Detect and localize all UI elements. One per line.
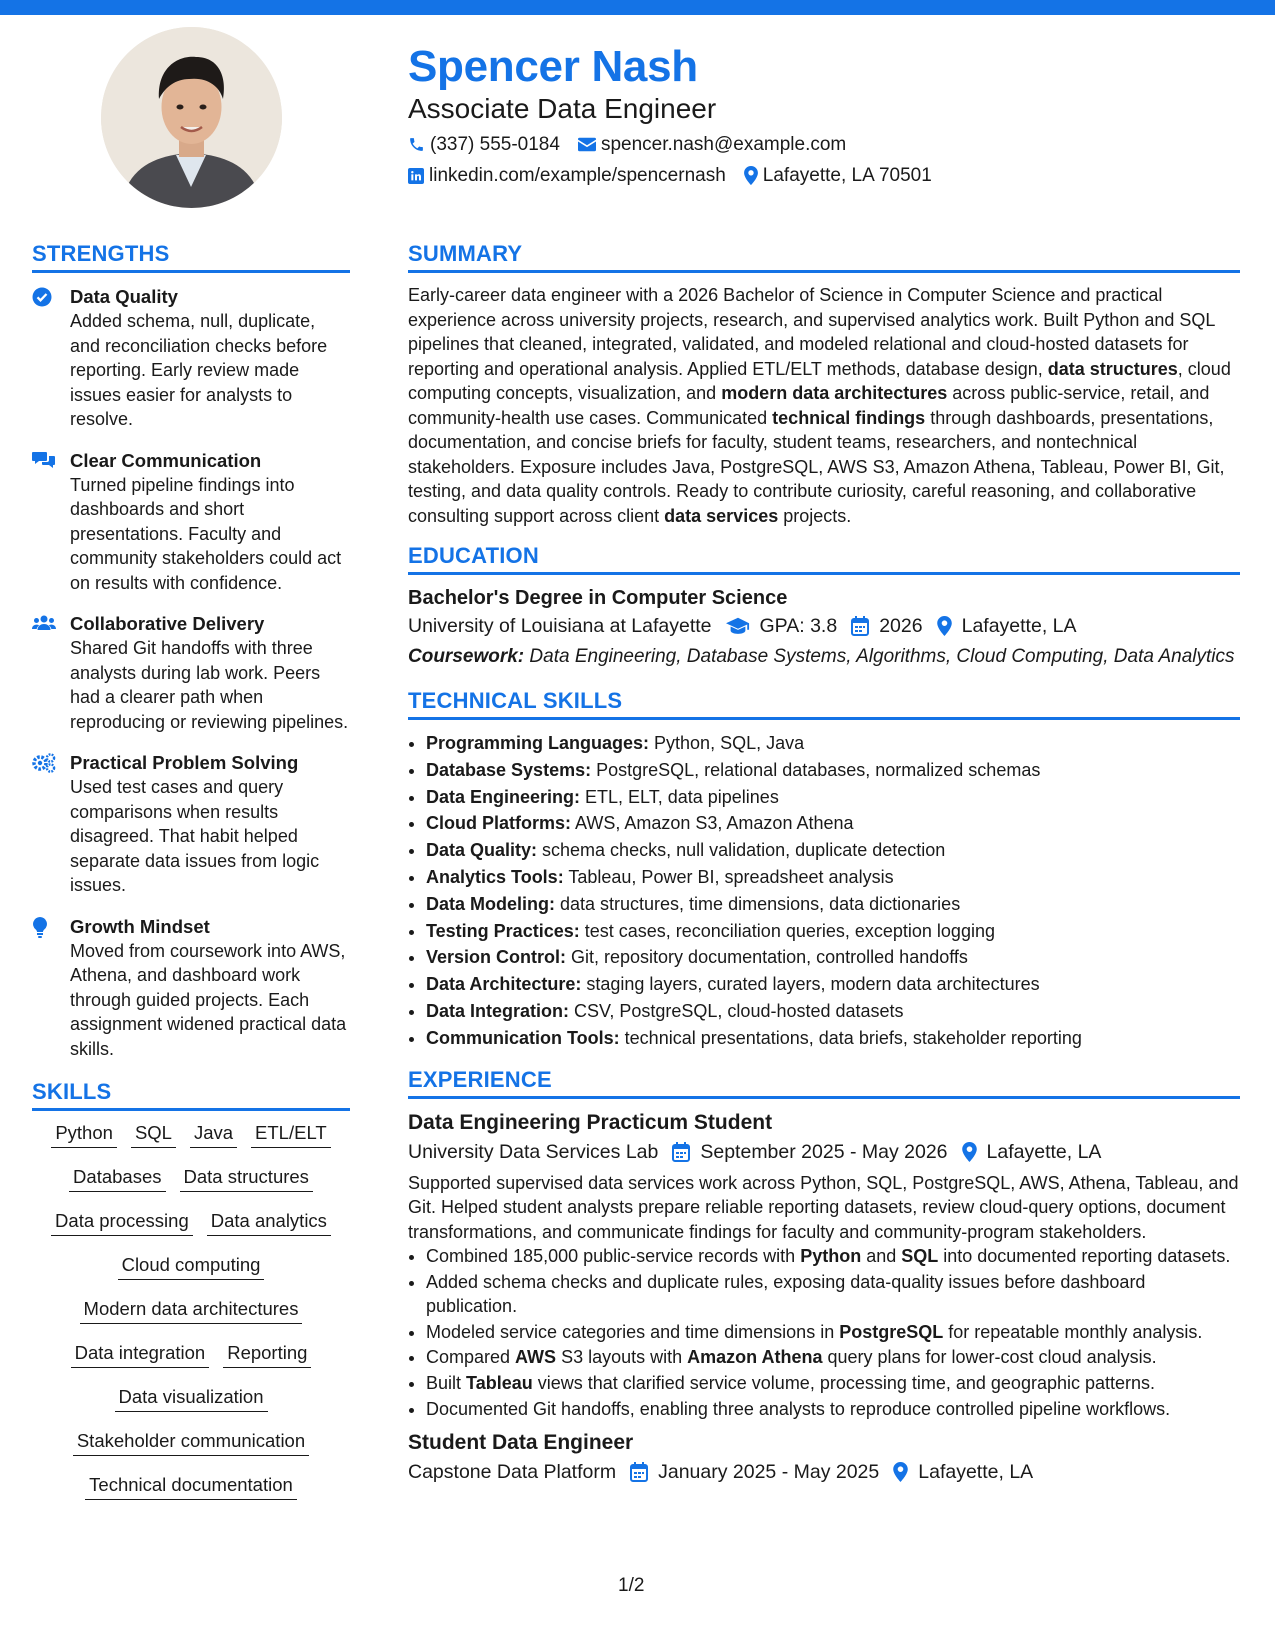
organization: University Data Services Lab bbox=[408, 1140, 659, 1163]
skill-tag: Python bbox=[51, 1121, 117, 1148]
gpa bbox=[726, 611, 838, 641]
strength-description: Moved from coursework into AWS, Athena, and dashboard work through guided projects. Each assignment widened practical data skills. bbox=[70, 940, 347, 1059]
skill-tag: Reporting bbox=[223, 1341, 311, 1368]
job-dates-text: September 2025 - May 2026 bbox=[700, 1140, 948, 1163]
skill-tag: Data integration bbox=[71, 1341, 210, 1368]
summary-text bbox=[408, 283, 1240, 528]
skills-list bbox=[32, 1121, 350, 1500]
strength-description: Turned pipeline findings into dashboards and short presentations. Faculty and community stakeholders could act on results with confidence. bbox=[70, 474, 342, 593]
school-location-text: Lafayette, LA bbox=[961, 615, 1077, 637]
job-dates bbox=[630, 1457, 879, 1487]
technical-skill-value: Tableau, Power BI, spreadsheet analysis bbox=[563, 866, 894, 887]
technical-skill-label: Data Modeling: bbox=[426, 893, 555, 914]
degree-title: Bachelor's Degree in Computer Science bbox=[408, 587, 788, 609]
skill-tag: Technical documentation bbox=[85, 1473, 297, 1500]
job-bullet bbox=[426, 1270, 1240, 1319]
text-run: Built bbox=[426, 1373, 467, 1394]
job-location-text: Lafayette, LA bbox=[918, 1461, 1034, 1484]
technical-skills-heading: TECHNICAL SKILLS bbox=[408, 687, 1240, 720]
skill-row bbox=[32, 1341, 350, 1368]
technical-skills-list bbox=[408, 730, 1240, 1052]
strength-title: Practical Problem Solving bbox=[70, 752, 299, 773]
technical-skill-value: Git, repository documentation, controlled handoffs bbox=[566, 947, 968, 968]
job-description: Supported supervised data services work across Python, SQL, PostgreSQL, AWS, Athena, Tableau, and Git. Helped student analysts prepare reliable reporting datasets, review cloud-query options, document transformations, and communicate findings for faculty and community-program stakeholders. bbox=[408, 1172, 1239, 1242]
technical-skill-item bbox=[426, 784, 1240, 811]
skill-row bbox=[32, 1297, 350, 1324]
graduation-year bbox=[851, 611, 922, 641]
skills-heading: SKILLS bbox=[32, 1078, 350, 1111]
skill-row bbox=[32, 1121, 350, 1148]
text-run: Modeled service categories and time dimensions in bbox=[426, 1321, 840, 1342]
technical-skill-label: Database Systems: bbox=[426, 759, 592, 780]
job-location-text: Lafayette, LA bbox=[986, 1140, 1102, 1163]
technical-skill-value: technical presentations, data briefs, stakeholder reporting bbox=[619, 1027, 1082, 1048]
technical-skill-item bbox=[426, 998, 1240, 1025]
calendar-icon bbox=[672, 1142, 690, 1162]
strength-title: Collaborative Delivery bbox=[70, 613, 265, 634]
email-address[interactable]: spencer.nash@example.com bbox=[600, 134, 847, 155]
map-pin-icon bbox=[962, 1142, 977, 1162]
linkedin-url[interactable]: linkedin.com/example/spencernash bbox=[429, 165, 726, 186]
skill-row bbox=[32, 1165, 350, 1192]
technical-skill-value: CSV, PostgreSQL, cloud-hosted datasets bbox=[569, 1000, 904, 1021]
technical-skill-label: Communication Tools: bbox=[426, 1027, 620, 1048]
technical-skill-label: Testing Practices: bbox=[426, 920, 580, 941]
skill-tag: Data visualization bbox=[115, 1385, 268, 1412]
bold-keyword: PostgreSQL bbox=[839, 1321, 944, 1342]
technical-skill-label: Data Engineering: bbox=[426, 786, 581, 807]
text-run: and bbox=[861, 1246, 902, 1267]
skill-tag: Databases bbox=[69, 1165, 165, 1192]
page-number: 1/2 bbox=[618, 1575, 645, 1596]
strength-title: Clear Communication bbox=[70, 449, 262, 471]
strength-item bbox=[32, 285, 350, 432]
strength-item bbox=[32, 915, 350, 1062]
strength-item bbox=[32, 449, 350, 596]
school-location bbox=[937, 611, 1077, 641]
location-contact bbox=[744, 163, 932, 188]
bold-keyword: data structures bbox=[1047, 358, 1178, 379]
job-bullet bbox=[426, 1345, 1240, 1370]
skill-row bbox=[32, 1385, 350, 1412]
job-meta bbox=[408, 1457, 1240, 1487]
strength-title: Data Quality bbox=[70, 286, 178, 307]
bold-keyword: technical findings bbox=[772, 407, 926, 428]
strengths-list bbox=[32, 285, 350, 1061]
technical-skill-value: schema checks, null validation, duplicate detection bbox=[537, 840, 946, 861]
text-run: Documented Git handoffs, enabling three analysts to reproduce controlled pipeline workflows. bbox=[426, 1398, 1171, 1419]
skill-row bbox=[32, 1253, 350, 1280]
technical-skill-label: Data Quality: bbox=[426, 840, 538, 861]
technical-skill-value: test cases, reconciliation queries, exception logging bbox=[579, 920, 995, 941]
technical-skill-item bbox=[426, 730, 1240, 757]
technical-skill-label: Data Architecture: bbox=[426, 974, 582, 995]
technical-skill-value: Python, SQL, Java bbox=[649, 733, 805, 753]
technical-skill-item bbox=[426, 864, 1240, 891]
technical-skill-item bbox=[426, 944, 1240, 971]
organization: Capstone Data Platform bbox=[408, 1461, 617, 1484]
skill-tag: ETL/ELT bbox=[251, 1121, 331, 1148]
skill-tag: Java bbox=[190, 1121, 237, 1148]
coursework-list: Data Engineering, Database Systems, Algorithms, Cloud Computing, Data Analytics bbox=[524, 646, 1235, 667]
bold-keyword: modern data architectures bbox=[721, 383, 948, 403]
bold-keyword: AWS bbox=[515, 1347, 557, 1368]
technical-skill-label: Version Control: bbox=[426, 947, 567, 968]
technical-skill-item bbox=[426, 971, 1240, 998]
strengths-heading: STRENGTHS bbox=[32, 240, 350, 273]
calendar-icon bbox=[630, 1462, 648, 1482]
job-bullet bbox=[426, 1244, 1240, 1269]
candidate-name: Spencer Nash bbox=[408, 42, 698, 91]
technical-skill-item bbox=[426, 810, 1240, 837]
skill-row bbox=[32, 1209, 350, 1236]
skill-tag: Modern data architectures bbox=[80, 1297, 303, 1324]
text-run: query plans for lower-cost cloud analysis. bbox=[822, 1347, 1157, 1368]
right-column bbox=[408, 240, 1240, 1487]
technical-skill-value: data structures, time dimensions, data dictionaries bbox=[555, 893, 961, 914]
candidate-title: Associate Data Engineer bbox=[408, 93, 717, 124]
skill-tag: Cloud computing bbox=[118, 1253, 265, 1280]
text-run: views that clarified service volume, processing time, and geographic patterns. bbox=[532, 1373, 1156, 1394]
technical-skill-label: Analytics Tools: bbox=[426, 866, 564, 887]
gears-icon bbox=[32, 751, 70, 898]
technical-skill-value: PostgreSQL, relational databases, normalized schemas bbox=[591, 759, 1041, 780]
job-title: Student Data Engineer bbox=[408, 1431, 634, 1455]
education-heading: EDUCATION bbox=[408, 542, 1240, 575]
linkedin-icon bbox=[408, 168, 424, 184]
text-run: through dashboards, presentations, documentation, and concise briefs for faculty, student teams, researchers, and nontechnical stakeholders. Exposure includes Java, PostgreSQL, AWS S3, Amazon Athena, Tableau, Power BI, Git, testing, and data quality controls. Ready to contribute curiosity, careful reasoning, and collaborative consulting support across client bbox=[408, 407, 1225, 526]
phone-contact bbox=[408, 132, 560, 157]
coursework bbox=[408, 645, 1240, 669]
experience-heading: EXPERIENCE bbox=[408, 1066, 1240, 1099]
phone-number: (337) 555-0184 bbox=[430, 134, 560, 155]
education-meta bbox=[408, 611, 1240, 641]
technical-skill-value: AWS, Amazon S3, Amazon Athena bbox=[571, 813, 854, 834]
bold-keyword: Python bbox=[800, 1246, 862, 1267]
skill-row bbox=[32, 1473, 350, 1500]
experience-entry bbox=[408, 1429, 1240, 1487]
job-dates-text: January 2025 - May 2025 bbox=[658, 1461, 880, 1484]
skill-tag: Stakeholder communication bbox=[73, 1429, 309, 1456]
job-bullet bbox=[426, 1320, 1240, 1345]
email-contact[interactable] bbox=[578, 132, 846, 157]
job-location bbox=[893, 1457, 1033, 1487]
top-accent-bar bbox=[0, 0, 1275, 15]
strength-description: Added schema, null, duplicate, and reconciliation checks before reporting. Early review made issues easier for analysts to resolve. bbox=[70, 311, 328, 429]
strength-title: Growth Mindset bbox=[70, 915, 210, 937]
coursework-label: Coursework: bbox=[408, 646, 525, 667]
text-run: for repeatable monthly analysis. bbox=[943, 1321, 1203, 1342]
technical-skill-value: ETL, ELT, data pipelines bbox=[580, 786, 779, 807]
gpa-text: GPA: 3.8 bbox=[759, 615, 838, 637]
profile-photo bbox=[101, 27, 282, 208]
skill-row bbox=[32, 1429, 350, 1456]
text-run: Early-career data engineer with a 2026 Bachelor of Science in Computer Science and practical experience across university projects, research, and supervised analytics work. Built Python and SQL pipelines that cleaned, integrated, validated, and modeled relational and cloud-hosted datasets for reporting and operational analysis. Applied ETL/ELT methods, database design, bbox=[408, 285, 1215, 379]
users-icon bbox=[32, 612, 70, 734]
technical-skill-label: Cloud Platforms: bbox=[426, 813, 572, 834]
technical-skill-item bbox=[426, 1025, 1240, 1052]
technical-skill-value: staging layers, curated layers, modern data architectures bbox=[581, 974, 1040, 995]
calendar-icon bbox=[851, 616, 869, 636]
bold-keyword: Amazon Athena bbox=[687, 1347, 823, 1368]
job-bullet bbox=[426, 1397, 1240, 1422]
location-text: Lafayette, LA 70501 bbox=[762, 165, 932, 186]
job-location bbox=[962, 1137, 1102, 1167]
check-circle-icon bbox=[32, 285, 70, 432]
job-meta bbox=[408, 1137, 1240, 1167]
experience-list bbox=[408, 1109, 1240, 1488]
text-run: projects. bbox=[778, 505, 852, 526]
technical-skill-label: Data Integration: bbox=[426, 1000, 570, 1021]
text-run: across public-service, retail, and community-health use cases. Communicated bbox=[408, 383, 1210, 428]
text-run: , cloud computing concepts, visualization, and bbox=[408, 358, 1231, 403]
skill-tag: SQL bbox=[131, 1121, 176, 1148]
lightbulb-icon bbox=[32, 915, 70, 1062]
graduation-cap-icon bbox=[726, 617, 750, 635]
school-name: University of Louisiana at Lafayette bbox=[408, 615, 712, 637]
text-run: Added schema checks and duplicate rules, exposing data-quality issues before dashboard publication. bbox=[426, 1271, 1146, 1317]
strength-description: Used test cases and query comparisons when results disagreed. That habit helped separate data issues from logic issues. bbox=[70, 777, 320, 895]
text-run: Compared bbox=[426, 1347, 516, 1368]
skill-tag: Data processing bbox=[51, 1209, 193, 1236]
job-bullets bbox=[408, 1244, 1240, 1421]
job-bullet bbox=[426, 1371, 1240, 1396]
envelope-icon bbox=[578, 137, 596, 152]
strength-item bbox=[32, 612, 350, 734]
text-run: into documented reporting datasets. bbox=[938, 1246, 1231, 1267]
strength-description: Shared Git handoffs with three analysts during lab work. Peers had a clearer path when reproducing or reviewing pipelines. bbox=[70, 638, 349, 732]
linkedin-contact[interactable] bbox=[408, 163, 726, 188]
job-dates bbox=[672, 1137, 947, 1167]
map-pin-icon bbox=[937, 616, 952, 636]
technical-skill-item bbox=[426, 918, 1240, 945]
technical-skill-label: Programming Languages: bbox=[426, 733, 650, 753]
technical-skill-item bbox=[426, 837, 1240, 864]
year-text: 2026 bbox=[879, 615, 923, 637]
phone-icon bbox=[408, 136, 425, 153]
map-pin-icon bbox=[893, 1462, 908, 1482]
bold-keyword: Tableau bbox=[466, 1373, 533, 1394]
chat-bubbles-icon bbox=[32, 449, 70, 596]
skill-tag: Data analytics bbox=[207, 1209, 331, 1236]
strength-item bbox=[32, 751, 350, 898]
text-run: Combined 185,000 public-service records with bbox=[426, 1246, 801, 1267]
bold-keyword: SQL bbox=[901, 1246, 939, 1267]
text-run: S3 layouts with bbox=[556, 1347, 688, 1368]
experience-entry bbox=[408, 1109, 1240, 1422]
bold-keyword: data services bbox=[664, 505, 779, 526]
resume-header bbox=[408, 40, 1248, 188]
map-pin-icon bbox=[744, 166, 758, 185]
technical-skill-item bbox=[426, 757, 1240, 784]
left-column bbox=[32, 240, 350, 1517]
job-title: Data Engineering Practicum Student bbox=[408, 1110, 773, 1134]
technical-skill-item bbox=[426, 891, 1240, 918]
summary-heading: SUMMARY bbox=[408, 240, 1240, 273]
skill-tag: Data structures bbox=[180, 1165, 313, 1192]
